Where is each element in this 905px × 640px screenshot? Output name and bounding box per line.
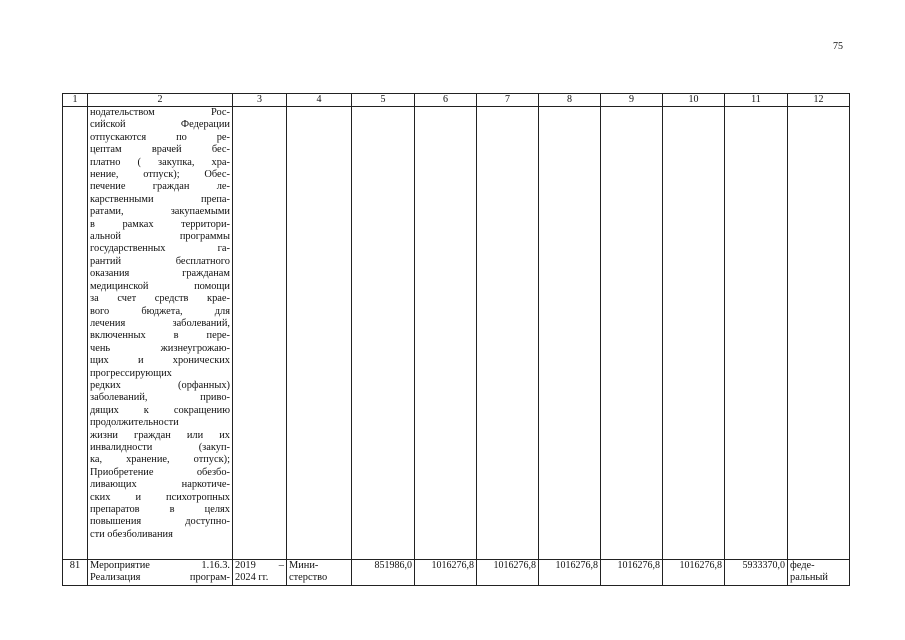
budget-line: ральный xyxy=(790,572,828,584)
description-line: нодательством Рос- xyxy=(90,107,230,118)
table-cell xyxy=(63,107,88,560)
description-line: ратами, закупаемыми xyxy=(90,206,230,218)
description-line: ка, хранение, отпуск); xyxy=(90,454,230,466)
value-cell: 1016276,8 xyxy=(539,560,601,586)
data-table xyxy=(62,93,850,586)
value-cell: 1016276,8 xyxy=(477,560,539,586)
period-line: 2024 гг. xyxy=(235,572,269,584)
description-line: отпускаются по ре- xyxy=(90,131,230,143)
description-line: ливающих наркотиче- xyxy=(90,479,230,491)
description-line: оказания гражданам xyxy=(90,268,230,280)
table-cell xyxy=(788,107,850,560)
description-line: повышения доступно- xyxy=(90,516,230,528)
period-line: 2019 – xyxy=(235,560,284,571)
description-line: сти обезболивания xyxy=(90,528,173,540)
description-line: платно ( закупка, хра- xyxy=(90,156,230,168)
description-line: продолжительности xyxy=(90,417,179,429)
header-row xyxy=(63,94,850,107)
header-cell: 2 xyxy=(88,94,233,107)
description-cell xyxy=(88,107,233,560)
value-cell: 1016276,8 xyxy=(601,560,663,586)
description-line: вого бюджета, для xyxy=(90,305,230,317)
budget-line: феде- xyxy=(790,560,815,571)
table-cell xyxy=(663,107,725,560)
value-cell: 851986,0 xyxy=(352,560,415,586)
description-line: медицинской помощи xyxy=(90,280,230,292)
description-line: заболеваний, приво- xyxy=(90,392,230,404)
header-cell: 3 xyxy=(233,94,287,107)
header-cell: 9 xyxy=(601,94,663,107)
description-line: включенных в пере- xyxy=(90,330,230,342)
description-line: сийской Федерации xyxy=(90,119,230,131)
header-cell: 1 xyxy=(63,94,88,107)
description-line: за счет средств крае- xyxy=(90,293,230,305)
header-cell: 7 xyxy=(477,94,539,107)
value-cell: 1016276,8 xyxy=(415,560,477,586)
description-line: жизни граждан или их xyxy=(90,429,230,441)
description-line: цептам врачей бес- xyxy=(90,144,230,156)
activity-cell xyxy=(88,560,233,586)
table-cell xyxy=(233,107,287,560)
description-line: редких (орфанных) xyxy=(90,379,230,391)
table-cell xyxy=(601,107,663,560)
description-text xyxy=(90,107,230,541)
table-cell xyxy=(477,107,539,560)
description-line: препаратов в целях xyxy=(90,504,230,515)
activity-line: Мероприятие 1.16.3. xyxy=(90,560,230,571)
table-cell xyxy=(287,107,352,560)
executor-line: Мини- xyxy=(289,560,319,571)
continuation-row xyxy=(63,107,850,560)
period-cell xyxy=(233,560,287,586)
description-line: печение граждан ле- xyxy=(90,181,230,193)
description-line: щих и хронических xyxy=(90,355,230,367)
header-cell: 10 xyxy=(663,94,725,107)
header-cell: 8 xyxy=(539,94,601,107)
table-cell xyxy=(415,107,477,560)
header-cell: 4 xyxy=(287,94,352,107)
value-cell: 1016276,8 xyxy=(663,560,725,586)
page-number: 75 xyxy=(833,41,843,52)
budget-cell xyxy=(788,560,850,586)
table-cell xyxy=(725,107,788,560)
header-cell: 11 xyxy=(725,94,788,107)
description-line: нение, отпуск); Обес- xyxy=(90,169,230,181)
value-cell: 5933370,0 xyxy=(725,560,788,586)
header-cell: 6 xyxy=(415,94,477,107)
executor-cell xyxy=(287,560,352,586)
description-line: лечения заболеваний, xyxy=(90,317,230,329)
description-line: дящих к сокращению xyxy=(90,404,230,416)
table-row xyxy=(63,560,850,586)
description-line: альной программы xyxy=(90,231,230,243)
description-line: в рамках территори- xyxy=(90,218,230,230)
description-line: ских и психотропных xyxy=(90,491,230,503)
description-line: карственными препа- xyxy=(90,193,230,205)
description-line: прогрессирующих xyxy=(90,367,172,379)
row-number: 81 xyxy=(63,560,88,586)
description-line: государственных га- xyxy=(90,243,230,255)
description-line: чень жизнеугрожаю- xyxy=(90,342,230,354)
description-line: рантий бесплатного xyxy=(90,255,230,267)
table-cell xyxy=(352,107,415,560)
table-cell xyxy=(539,107,601,560)
description-line: инвалидности (закуп- xyxy=(90,441,230,453)
executor-line: стерство xyxy=(289,572,328,584)
activity-line: Реализация програм- xyxy=(90,572,230,584)
header-cell: 5 xyxy=(352,94,415,107)
header-cell: 12 xyxy=(788,94,850,107)
description-line: Приобретение обезбо- xyxy=(90,466,230,478)
